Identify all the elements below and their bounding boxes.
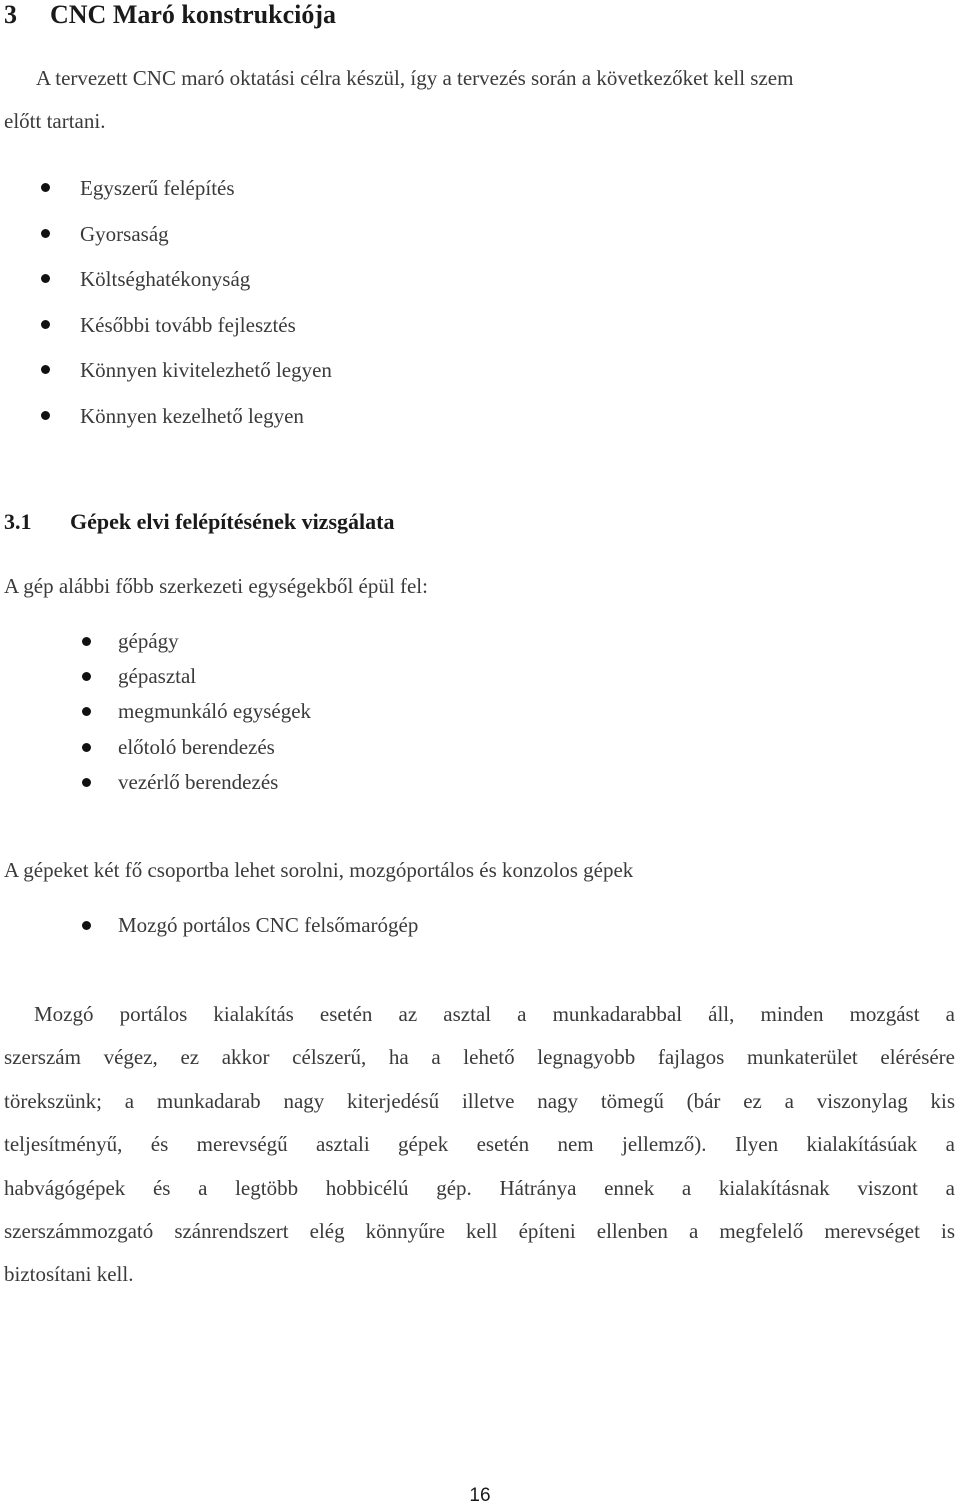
subsection-heading [4,508,394,536]
subsection-number: 3.1 [4,509,32,534]
paragraph-line: törekszünk; a munkadarab nagy kiterjedésű illetve nagy tömegű (bár ez a viszonylag kis [4,1089,955,1113]
list-item: Költséghatékonyság [0,261,332,307]
machine-types-list [0,908,418,942]
list-item: gépasztal [0,659,311,694]
section-title: CNC Maró konstrukciója [50,0,336,29]
list-item: Könnyen kivitelezhető legyen [0,352,332,398]
list-item: megmunkáló egységek [0,694,311,729]
paragraph-line: habvágógépek és a legtöbb hobbicélú gép. Hátránya ennek a kialakításnak viszont a [4,1176,955,1200]
list-item: vezérlő berendezés [0,765,311,800]
units-intro: A gép alábbi főbb szerkezeti egységekből épül fel: [4,574,428,598]
list-item: gépágy [0,624,311,659]
list-item: Mozgó portálos CNC felsőmarógép [0,908,418,942]
list-item: Későbbi tovább fejlesztés [0,307,332,353]
section-heading [4,0,336,30]
list-item: Egyszerű felépítés [0,170,332,216]
requirements-list [0,170,332,444]
paragraph-line: teljesítményű, és merevségű asztali gépek esetén nem jellemző). Ilyen kialakításúak a [4,1132,955,1156]
paragraph-line: biztosítani kell. [4,1262,134,1286]
list-item: Könnyen kezelhető legyen [0,398,332,444]
list-item: előtoló berendezés [0,730,311,765]
groups-text: A gépeket két fő csoportba lehet sorolni, mozgóportálos és konzolos gépek [4,858,634,882]
paragraph-line: szerszámmozgató szánrendszert elég könnyűre kell építeni ellenben a megfelelő merevséget is [4,1219,955,1243]
list-item: Gyorsaság [0,216,332,262]
section-number: 3 [4,0,17,29]
intro-line-1: A tervezett CNC maró oktatási célra készül, így a tervezés során a következőket kell szem [36,66,794,90]
subsection-title: Gépek elvi felépítésének vizsgálata [70,509,395,534]
units-list [0,624,311,800]
paragraph-line: Mozgó portálos kialakítás esetén az asztal a munkadarabbal áll, minden mozgást a [34,1002,955,1026]
page-number: 16 [469,1485,491,1506]
paragraph-line: szerszám végez, ez akkor célszerű, ha a lehető legnagyobb fajlagos munkaterület elérésére [4,1045,955,1069]
intro-line-2: előtt tartani. [4,109,106,133]
